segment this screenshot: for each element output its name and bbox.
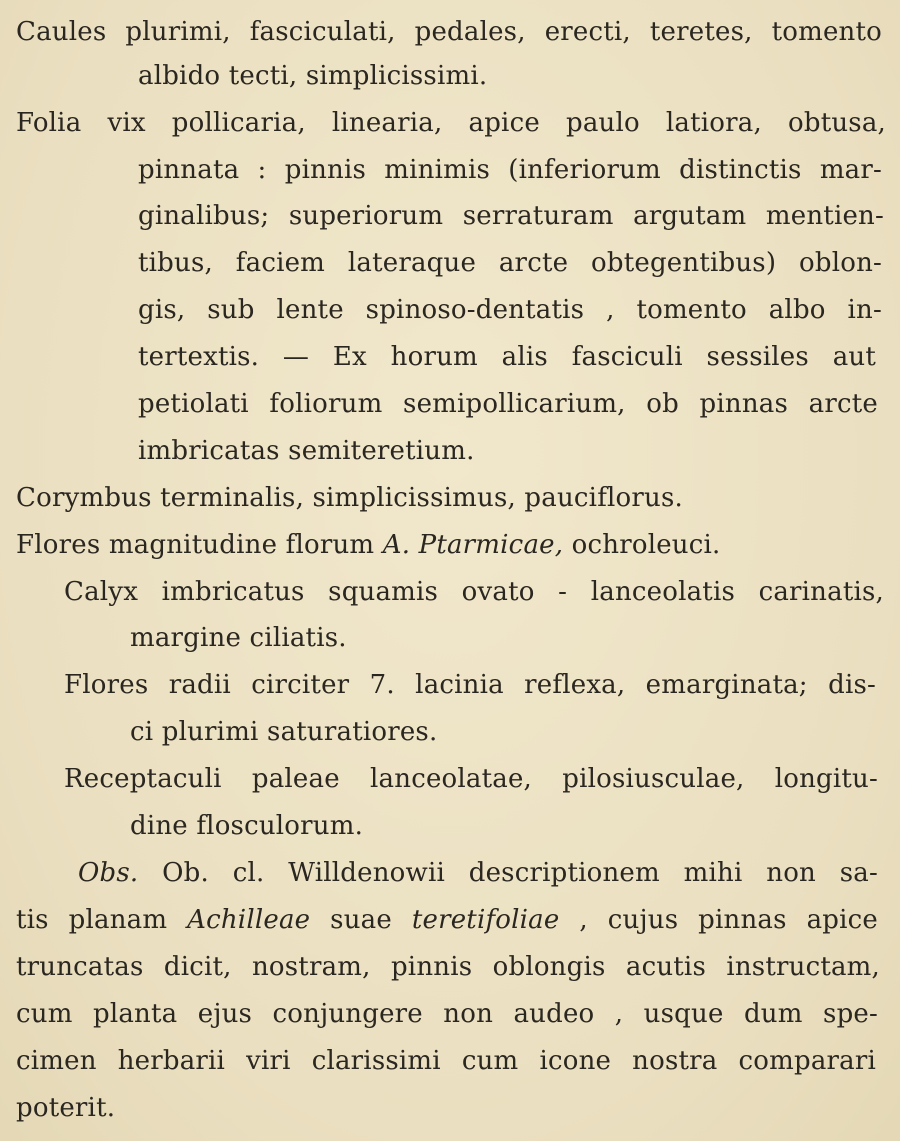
text-line-obs [78, 857, 878, 889]
italic-genus-name: Achilleae [187, 905, 311, 935]
text-line-folia: Folia vix pollicaria, linearia, apice paulo latiora, obtusa, [16, 108, 886, 138]
text-line-caules: Caules plurimi, fasciculati, pedales, erecti, teretes, tomento [16, 17, 882, 47]
text-line-pinnata: pinnata : pinnis minimis (inferiorum distinctis mar- [138, 155, 882, 185]
text-segment: suae [310, 905, 412, 935]
text-segment: , cujus pinnas apice [559, 905, 878, 935]
text-segment: Flores magnitudine florum [16, 530, 383, 560]
text-segment: Ob. cl. Willdenowii descriptionem mihi non sa- [138, 858, 878, 888]
italic-species-name: A. Ptarmicae, [382, 530, 564, 560]
text-segment: ochroleuci. [563, 530, 721, 560]
text-line-margine: margine ciliatis. [130, 623, 347, 653]
text-line-ginalibus: ginalibus; superiorum serraturam argutam mentien- [138, 201, 884, 231]
text-line-flores-magnitudine [16, 529, 721, 561]
text-line-gis: gis, sub lente spinoso-dentatis , tomento albo in- [138, 295, 882, 325]
text-line-calyx: Calyx imbricatus squamis ovato - lanceolatis carinatis, [64, 577, 884, 607]
text-line-petiolati: petiolati foliorum semipollicarium, ob pinnas arcte [138, 389, 878, 419]
text-line-receptaculi: Receptaculi paleae lanceolatae, pilosiusculae, longitu- [64, 764, 878, 794]
text-line-albido: albido tecti, simplicissimi. [138, 61, 488, 91]
text-line-ci-plurimi: ci plurimi saturatiores. [130, 717, 438, 747]
text-line-tibus: tibus, faciem lateraque arcte obtegentibus) oblon- [138, 248, 882, 278]
text-line-imbricatas: imbricatas semiteretium. [138, 436, 475, 466]
text-line-poterit: poterit. [16, 1093, 116, 1123]
italic-species-epithet: teretifoliae [411, 905, 560, 935]
text-line-dine: dine flosculorum. [130, 811, 364, 841]
text-line-tis-planam [16, 904, 878, 936]
text-line-cimen: cimen herbarii viri clarissimi cum icone nostra comparari [16, 1046, 876, 1076]
obs-label: Obs. [78, 858, 139, 888]
text-line-tertextis: tertextis. — Ex horum alis fasciculi sessiles aut [138, 342, 876, 372]
text-line-cum-planta: cum planta ejus conjungere non audeo , usque dum spe- [16, 999, 878, 1029]
text-line-corymbus: Corymbus terminalis, simplicissimus, pauciflorus. [16, 483, 683, 513]
text-line-flores-radii: Flores radii circiter 7. lacinia reflexa, emarginata; dis- [64, 670, 876, 700]
text-segment: tis planam [16, 905, 188, 935]
text-line-truncatas: truncatas dicit, nostram, pinnis oblongis acutis instructam, [16, 952, 880, 982]
